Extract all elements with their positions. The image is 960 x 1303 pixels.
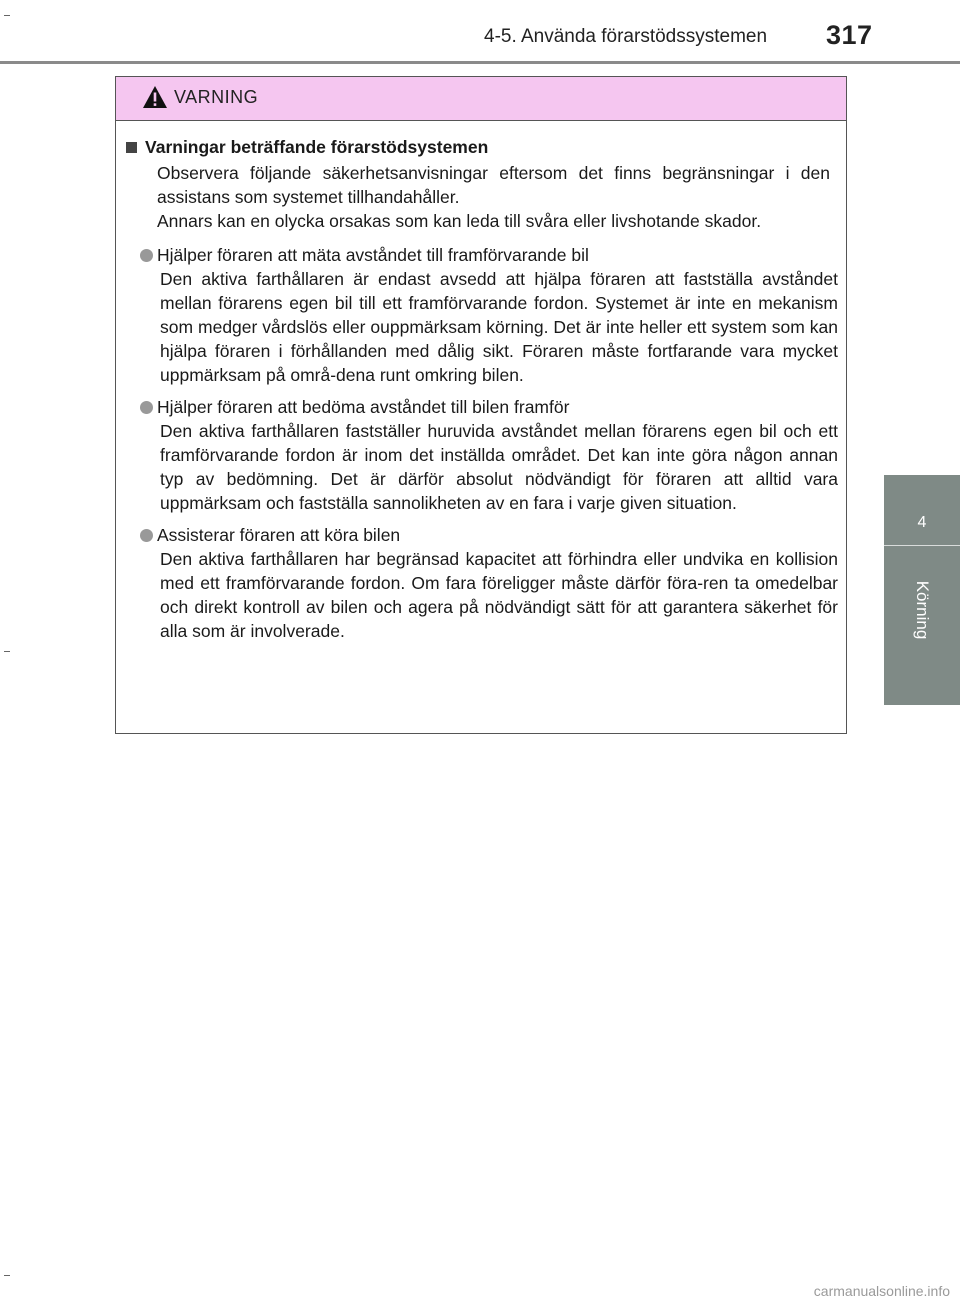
bullet-body: Den aktiva farthållaren är endast avsedd att hjälpa föraren att fastställa avståndet mellan förarens egen bil till ett framförvarande fordon. Systemet är inte en mekanism som medger vårdslös eller ouppmärksam körning. Det är inte heller ett system som kan hjälpa föraren i förhållanden med dålig sikt. Föraren måste fortfarande vara mycket uppmärksam på områ-dena runt omkring bilen. [160, 269, 838, 385]
bullet-dot-icon [140, 401, 153, 414]
watermark: carmanualsonline.info [813, 1283, 950, 1299]
bullet-item [126, 395, 838, 515]
warning-title: VARNING [174, 87, 259, 107]
bullet-heading-text: Assisterar föraren att köra bilen [157, 525, 401, 545]
warning-triangle-icon [142, 85, 168, 109]
bullet-body: Den aktiva farthållaren fastställer huruvida avståndet mellan förarens egen bil och ett framförvarande fordon är inom det inställda området. Det kan inte göra någon annan typ av bedömning. Det är därför absolut nödvändigt för föraren att alltid vara uppmärksam och fastställa sannolikheten av en fara i varje given situation. [160, 421, 838, 513]
chapter-tab-divider [884, 545, 960, 546]
bullet-dot-icon [140, 249, 153, 262]
section-heading [126, 135, 838, 159]
bullet-dot-icon [140, 529, 153, 542]
bullet-item [126, 243, 838, 387]
bullet-heading-text: Hjälper föraren att bedöma avståndet till bilen framför [157, 397, 570, 417]
warning-content [116, 121, 846, 643]
warning-header [116, 77, 846, 121]
square-bullet-icon [126, 142, 137, 153]
section-heading-text: Varningar beträffande förarstödsystemen [145, 137, 489, 157]
bullet-body: Den aktiva farthållaren har begränsad kapacitet att förhindra eller undvika en kollision med ett framförvarande fordon. Om fara föreligger måste därför föra-ren ta omedelbar och direkt kontroll av bilen och agera på nödvändigt sätt för att garantera säkerhet för alla som är involverade. [160, 549, 838, 641]
bullet-heading-text: Hjälper föraren att mäta avståndet till framförvarande bil [157, 245, 589, 265]
bullet-heading [140, 395, 838, 419]
crop-mark [4, 651, 10, 652]
crop-mark [4, 1275, 10, 1276]
bullet-heading [140, 243, 838, 267]
bullet-heading [140, 523, 838, 547]
warning-box [115, 76, 847, 734]
intro-paragraph: Observera följande säkerhetsanvisningar eftersom det finns begränsningar i den assistans som systemet tillhandahåller. [157, 163, 830, 207]
crop-mark [4, 15, 10, 16]
section-header: 4-5. Använda förarstödssystemen [484, 26, 768, 47]
chapter-label: Körning [913, 580, 932, 640]
chapter-number: 4 [917, 514, 927, 531]
bullet-item [126, 523, 838, 643]
page-number: 317 [826, 20, 873, 50]
intro-paragraph: Annars kan en olycka orsakas som kan leda till svåra eller livshotande skador. [157, 211, 762, 231]
header-divider [0, 61, 960, 64]
